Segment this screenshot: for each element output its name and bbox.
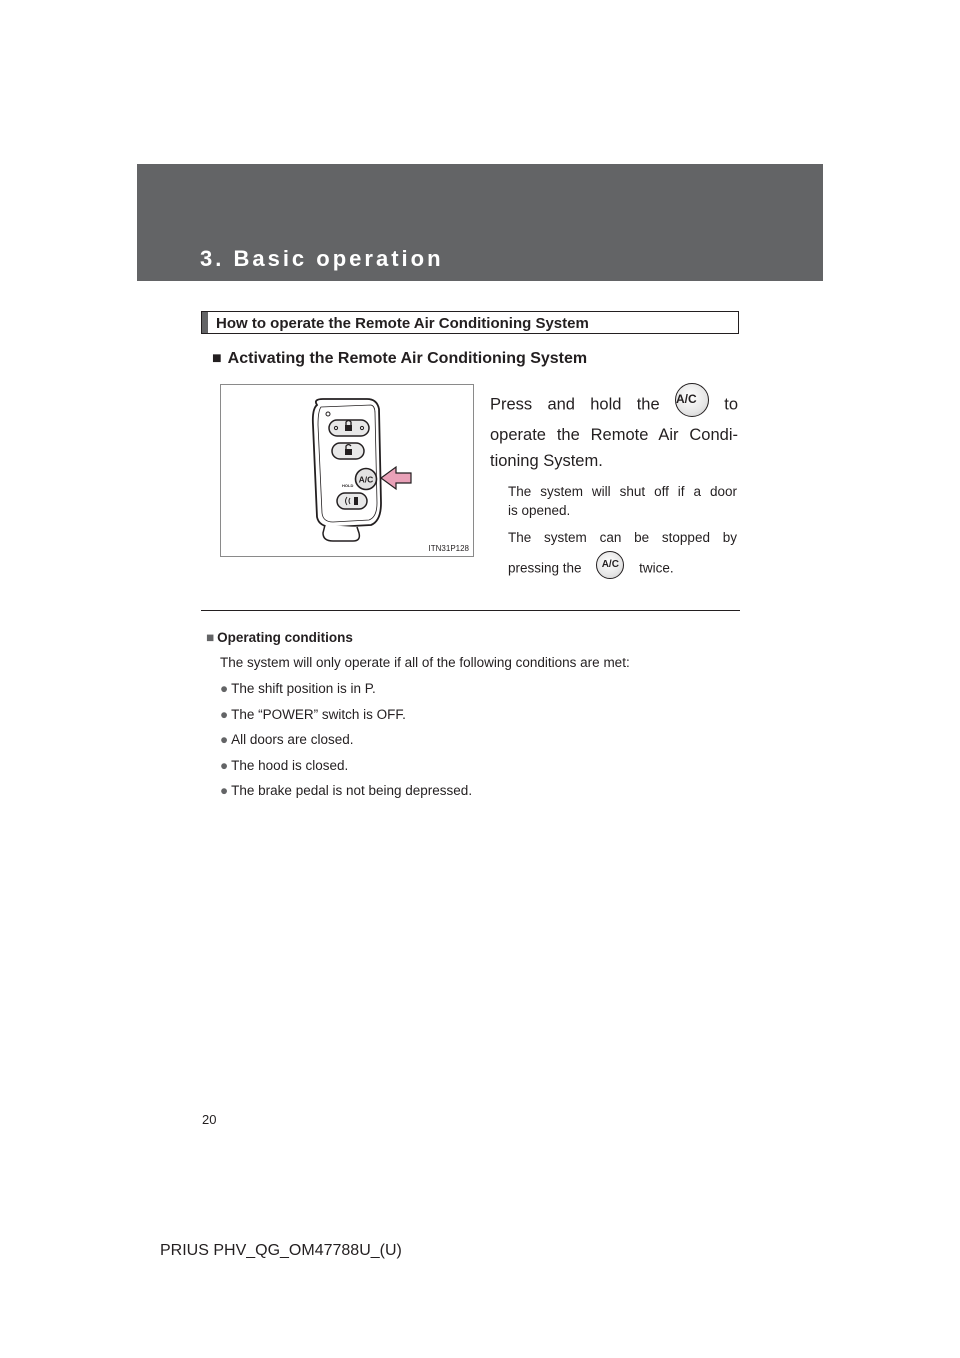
list-item: [220, 782, 472, 808]
lock-button-icon: [329, 420, 369, 436]
pointer-arrow-icon: [381, 467, 411, 489]
note-2-line-2: [508, 559, 737, 579]
bullet-icon: ●: [220, 732, 229, 747]
list-item: [220, 706, 472, 732]
key-fob-illustration: [220, 384, 474, 557]
ac-button-icon: [356, 469, 377, 490]
bullet-icon: ●: [220, 706, 229, 722]
condition-text: The brake pedal is not being depressed.: [231, 783, 473, 798]
list-item: [220, 680, 472, 706]
instruction-line-3: tioning System.: [490, 452, 603, 470]
conditions-heading: [206, 630, 353, 645]
section-title-accent: [202, 312, 208, 333]
list-item: [220, 731, 472, 757]
instruction-text: to: [724, 395, 738, 414]
square-bullet-icon: ■: [206, 630, 215, 645]
hold-label: HOLD: [342, 483, 354, 488]
ac-button-label: A/C: [358, 474, 374, 485]
document-footer: PRIUS PHV_QG_OM47788U_(U): [160, 1242, 402, 1259]
square-bullet-icon: ■: [212, 350, 222, 367]
bullet-icon: ●: [220, 783, 229, 798]
condition-text: All doors are closed.: [231, 732, 354, 747]
ac-button-icon: A/C: [675, 383, 709, 417]
note-1-line-2: is opened.: [508, 503, 571, 518]
note-text: pressing the: [508, 560, 582, 576]
ac-button-icon: A/C: [596, 551, 624, 579]
section-divider: [201, 610, 740, 611]
conditions-intro: The system will only operate if all of the following conditions are met:: [220, 655, 630, 670]
list-item: [220, 757, 472, 783]
chapter-title: 3. Basic operation: [200, 246, 444, 271]
panic-button-icon: [337, 493, 367, 509]
figure-code: ITN31P128: [428, 544, 469, 553]
bullet-icon: ●: [220, 681, 229, 696]
conditions-title: Operating conditions: [217, 630, 353, 645]
instruction-line-1: [490, 393, 738, 417]
condition-text: The hood is closed.: [231, 757, 349, 773]
bullet-icon: ●: [220, 757, 229, 773]
condition-text: The shift position is in P.: [231, 681, 376, 696]
condition-text: The “POWER” switch is OFF.: [231, 706, 406, 722]
note-text: twice.: [639, 560, 674, 576]
conditions-list: [220, 680, 472, 808]
page-number: 20: [202, 1112, 217, 1127]
section-title: How to operate the Remote Air Conditioning System: [216, 315, 589, 332]
note-2-line-1: The system can be stopped by: [508, 530, 737, 545]
chapter-header-band: [137, 164, 823, 281]
unlock-button-icon: [332, 443, 364, 459]
subsection-heading: [212, 350, 587, 368]
note-1-line-1: The system will shut off if a door: [508, 484, 737, 499]
instruction-line-2: operate the Remote Air Condi-: [490, 426, 738, 444]
instruction-text: Press and hold the: [490, 395, 660, 414]
subsection-title: Activating the Remote Air Conditioning System: [227, 350, 588, 367]
section-title-box: [201, 311, 739, 334]
